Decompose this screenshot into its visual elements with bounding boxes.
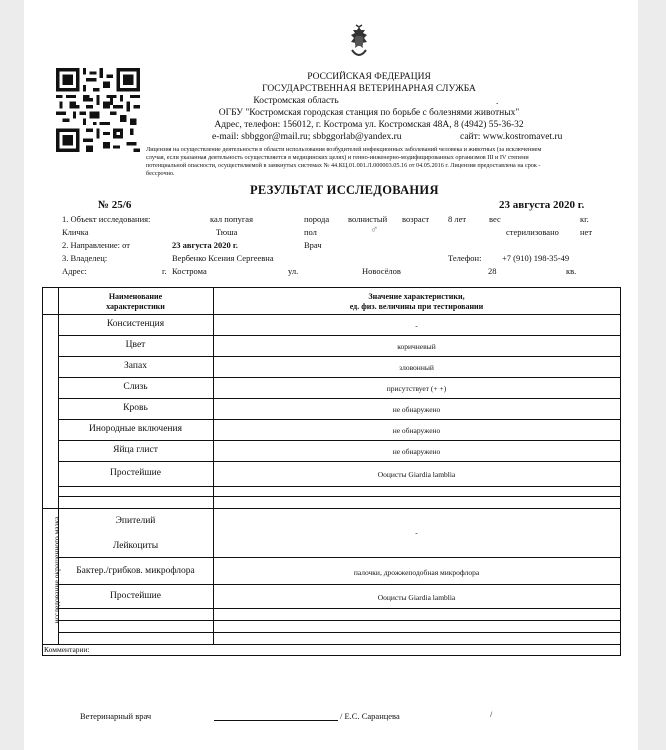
- apartment-label: кв.: [566, 266, 577, 276]
- document-date: 23 августа 2020 г.: [499, 199, 585, 211]
- sterilized-value: нет: [580, 227, 593, 237]
- license-line2: случая, если указанная деятельность осуществляется в медицинских целях) и генно-инженерно-модифицированных организмов III и IV степени: [146, 154, 529, 161]
- row-name: Простейшие: [110, 468, 161, 478]
- address-label: Адрес:: [62, 266, 87, 276]
- city-label: г.: [162, 266, 167, 276]
- header-region: Костромская область: [253, 96, 339, 106]
- row-value: не обнаружено: [392, 405, 441, 414]
- document-title: РЕЗУЛЬТАТ ИССЛЕДОВАНИЯ: [250, 183, 439, 197]
- col-name-header-2: характеристики: [106, 302, 165, 311]
- license-line1: Лицензия на осуществление деятельности в области использования возбудителей инфекционных заболеваний человека и животных (за исключением: [146, 146, 542, 153]
- street-label: ул.: [288, 266, 299, 276]
- header-email: e-mail: sbbggor@mail.ru; sbbggorlab@yandex.ru: [212, 132, 402, 142]
- direction-date: 23 августа 2020 г.: [172, 240, 238, 250]
- owner-label: 3. Владелец:: [62, 253, 108, 263]
- header-line2: ГОСУДАРСТВЕННАЯ ВЕТЕРИНАРНАЯ СЛУЖБА: [262, 84, 476, 94]
- row-value: зловонный: [399, 363, 434, 372]
- smear-row-name: Бактер./грибков. микрофлора: [76, 566, 195, 576]
- row-value: присутствует (+ +): [386, 384, 447, 393]
- smear-value-dash: -: [415, 528, 418, 537]
- age-label: возраст: [402, 214, 430, 224]
- weight-label: вес: [489, 214, 501, 224]
- header-address: Адрес, телефон: 156012, г. Кострома ул. Костромская 48А, 8 (4942) 55-36-32: [214, 120, 524, 130]
- row-name: Инородные включения: [89, 424, 182, 434]
- signature-name: / Е.С. Саранцева: [340, 711, 400, 721]
- qr-code: [56, 68, 140, 152]
- owner-value: Вербенко Ксения Сергеевна: [172, 253, 274, 263]
- header-region-dot: .: [496, 96, 499, 106]
- sex-value: ♂: [370, 224, 379, 236]
- row-name: Яйца глист: [113, 445, 158, 455]
- street-value: Новосёлов: [362, 266, 401, 276]
- smear-row-name: Простейшие: [110, 591, 161, 601]
- object-value: кал попугая: [210, 214, 253, 224]
- header-line1: РОССИЙСКАЯ ФЕДЕРАЦИЯ: [307, 72, 431, 82]
- row-name: Цвет: [125, 340, 146, 350]
- header-site: сайт: www.kostromavet.ru: [460, 132, 563, 142]
- row-name: Консистенция: [106, 319, 165, 329]
- smear-row-value: Ооцисты Giardia lamblia: [377, 593, 456, 602]
- sex-label: пол: [304, 227, 317, 237]
- row-name: Кровь: [123, 403, 148, 413]
- smear-row-value: палочки, дрожжеподобная микрофлора: [353, 568, 480, 577]
- coat-of-arms-icon: [344, 24, 374, 62]
- phone-value: +7 (910) 198-35-49: [502, 253, 570, 263]
- breed-label: порода: [304, 214, 330, 224]
- weight-unit: кг.: [580, 214, 589, 224]
- row-value: не обнаружено: [392, 447, 441, 456]
- row-name: Слизь: [123, 382, 148, 392]
- phone-label: Телефон:: [448, 253, 482, 263]
- smear-section-label: исследование окрашенного мазка: [52, 516, 61, 624]
- header-org: ОГБУ "Костромская городская станция по борьбе с болезнями животных": [218, 108, 520, 118]
- row-value: коричневый: [397, 342, 436, 351]
- document-number: № 25/6: [98, 199, 132, 211]
- breed-value: волнистый: [348, 214, 388, 224]
- row-name: Запах: [124, 361, 147, 371]
- row-value: -: [415, 321, 418, 330]
- doctor-label: Врач: [304, 240, 322, 250]
- row-value: Ооцисты Giardia lamblia: [377, 470, 456, 479]
- signature-slash: /: [490, 709, 493, 719]
- sterilized-label: стерилизовано: [506, 227, 559, 237]
- col-name-header-1: Наименование: [108, 292, 163, 301]
- license-line3: потенциальной опасности, осуществляемой в замкнутых системах № 44.КЦ.01.001.Л.000003.05.16 от 04.05.2016 г. Лицензия предоставлена на срок -: [146, 162, 541, 169]
- nickname-value: Тюша: [216, 227, 238, 237]
- age-value: 8 лет: [448, 214, 467, 224]
- license-line4: бессрочно.: [146, 170, 175, 177]
- document-page: [24, 0, 638, 750]
- object-label: 1. Объект исследования:: [62, 214, 151, 224]
- vet-label: Ветеринарный врач: [80, 711, 152, 721]
- house-value: 28: [488, 266, 497, 276]
- city-value: Кострома: [172, 266, 207, 276]
- smear-row-name: Лейкоциты: [112, 541, 159, 551]
- row-value: не обнаружено: [392, 426, 441, 435]
- nickname-label: Кличка: [62, 227, 89, 237]
- col-value-header-1: Значение характеристики,: [368, 292, 465, 301]
- col-value-header-2: ед. физ. величины при тестировании: [349, 302, 484, 311]
- smear-row-name: Эпителий: [115, 516, 156, 526]
- comments-label: Комментарии:: [44, 645, 90, 654]
- direction-label: 2. Направление: от: [62, 240, 130, 250]
